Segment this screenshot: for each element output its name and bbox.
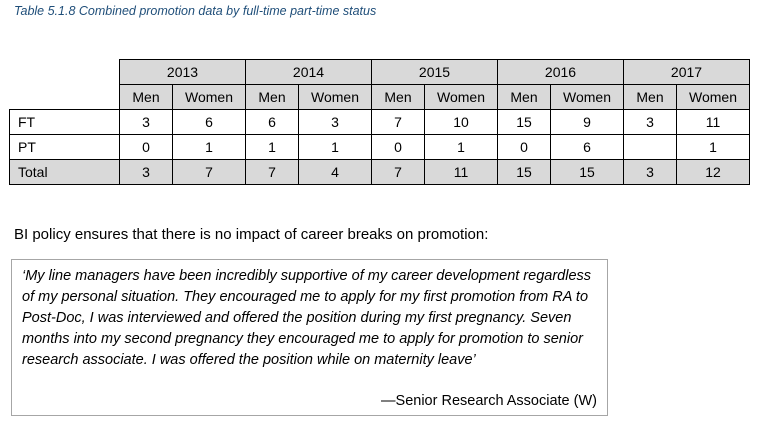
men-header: Men xyxy=(498,85,551,110)
women-header: Women xyxy=(173,85,246,110)
table-cell: 15 xyxy=(551,160,624,185)
table-cell: 10 xyxy=(425,110,498,135)
table-cell: 11 xyxy=(677,110,750,135)
row-label: FT xyxy=(10,110,120,135)
table-cell: 7 xyxy=(372,110,425,135)
women-header: Women xyxy=(425,85,498,110)
table-row xyxy=(10,110,750,135)
table-cell: 6 xyxy=(246,110,299,135)
table-cell: 1 xyxy=(246,135,299,160)
quote-attribution: —Senior Research Associate (W) xyxy=(381,393,597,409)
year-header: 2017 xyxy=(624,60,750,85)
men-header: Men xyxy=(246,85,299,110)
year-header: 2016 xyxy=(498,60,624,85)
gender-header-row xyxy=(10,85,750,110)
year-header: 2015 xyxy=(372,60,498,85)
quote-box xyxy=(11,259,608,416)
table-row xyxy=(10,135,750,160)
table-cell: 1 xyxy=(677,135,750,160)
table-cell: 7 xyxy=(372,160,425,185)
women-header: Women xyxy=(299,85,372,110)
table-cell: 1 xyxy=(425,135,498,160)
table-cell: 9 xyxy=(551,110,624,135)
table-cell: 3 xyxy=(299,110,372,135)
year-header: 2013 xyxy=(120,60,246,85)
corner-cell xyxy=(10,85,120,110)
table-cell: 11 xyxy=(425,160,498,185)
table-cell: 1 xyxy=(173,135,246,160)
table-cell: 15 xyxy=(498,160,551,185)
table-cell: 4 xyxy=(299,160,372,185)
table-cell: 6 xyxy=(551,135,624,160)
corner-cell xyxy=(10,60,120,85)
men-header: Men xyxy=(372,85,425,110)
promotion-table xyxy=(9,59,750,185)
table-caption: Table 5.1.8 Combined promotion data by full-time part-time status xyxy=(14,4,377,18)
table-cell: 3 xyxy=(624,110,677,135)
table-cell: 3 xyxy=(120,110,173,135)
table-cell: 7 xyxy=(173,160,246,185)
women-header: Women xyxy=(677,85,750,110)
table-cell: 6 xyxy=(173,110,246,135)
quote-text: ‘My line managers have been incredibly supportive of my career development regardless of my personal situation. They encouraged me to apply for my first promotion from RA to Post-Doc, I was interviewed and offered the position during my first pregnancy. Seven months into my second pregnancy they encouraged me to apply for promotion to senior research associate. I was offered the position while on maternity leave’ xyxy=(22,268,592,368)
table-cell: 15 xyxy=(498,110,551,135)
table-cell: 0 xyxy=(372,135,425,160)
men-header: Men xyxy=(120,85,173,110)
table-cell: 12 xyxy=(677,160,750,185)
table-row-total xyxy=(10,160,750,185)
women-header: Women xyxy=(551,85,624,110)
men-header: Men xyxy=(624,85,677,110)
table-cell: 0 xyxy=(120,135,173,160)
row-label: PT xyxy=(10,135,120,160)
year-header-row xyxy=(10,60,750,85)
row-label: Total xyxy=(10,160,120,185)
policy-statement: BI policy ensures that there is no impact of career breaks on promotion: xyxy=(14,226,489,243)
table-cell: 1 xyxy=(299,135,372,160)
year-header: 2014 xyxy=(246,60,372,85)
table-cell xyxy=(624,135,677,160)
table-cell: 7 xyxy=(246,160,299,185)
table-cell: 0 xyxy=(498,135,551,160)
table-cell: 3 xyxy=(120,160,173,185)
table-cell: 3 xyxy=(624,160,677,185)
